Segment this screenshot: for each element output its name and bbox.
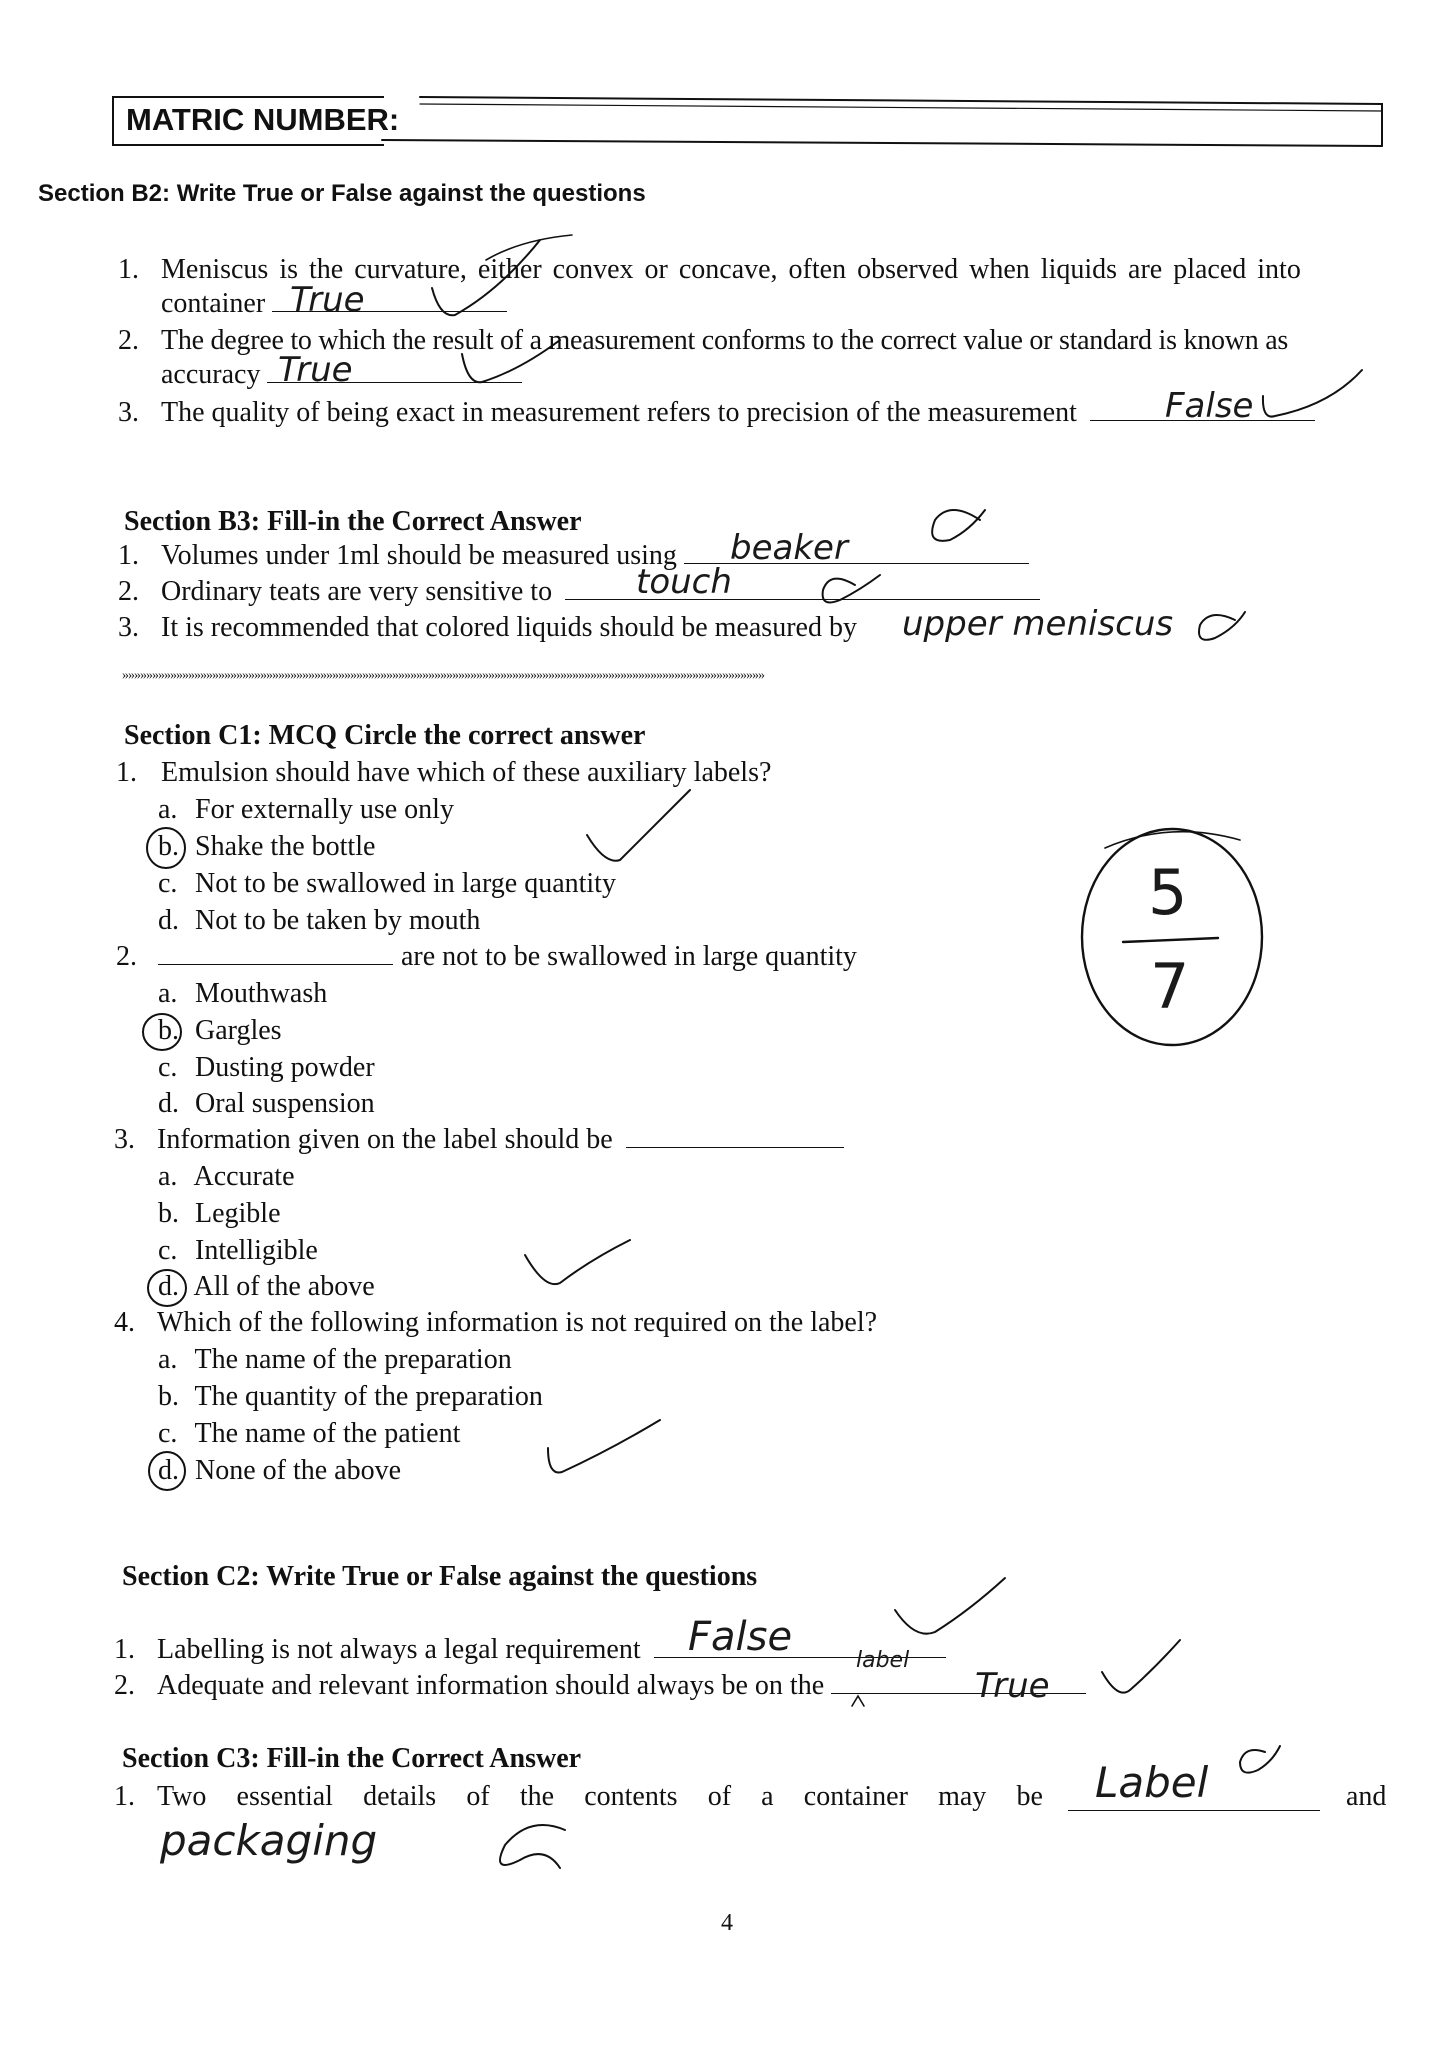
- fraction-bar: [1123, 938, 1218, 942]
- b2-q2-text: The degree to which the result of a measurement conforms to the correct value or standard is known as: [161, 325, 1289, 356]
- matric-box-outline: [420, 97, 1382, 146]
- b2-q1-answer: True: [290, 280, 365, 320]
- tick-icon: [432, 240, 540, 315]
- c3-q1-and: and: [1346, 1781, 1387, 1812]
- matric-box-bottom: [382, 140, 1382, 146]
- b2-q3-number: 3.: [118, 397, 139, 428]
- tick-icon: [1263, 370, 1362, 417]
- section-c3-title: Section C3: Fill-in the Correct Answer: [122, 1743, 582, 1774]
- c1-q2-option-b: b. Gargles: [158, 1015, 282, 1046]
- c1-q3-number: 3.: [114, 1124, 135, 1155]
- c1-q4-option-b: b. The quantity of the preparation: [158, 1381, 543, 1412]
- c1-q1-number: 1.: [116, 757, 137, 788]
- page-number: 4: [721, 1910, 733, 1936]
- c3-q1-number: 1.: [114, 1781, 135, 1812]
- tick-icon: [1102, 1640, 1180, 1693]
- c2-q1-text: Labelling is not always a legal requirement: [157, 1634, 641, 1665]
- c1-q4-option-d: d. None of the above: [158, 1455, 402, 1486]
- b3-q1-text: Volumes under 1ml should be measured using: [161, 540, 677, 571]
- b2-q2-text-cont: accuracy: [161, 359, 261, 390]
- b2-q2-answer: True: [278, 350, 353, 390]
- c1-q1-option-b: b. Shake the bottle: [158, 831, 376, 862]
- section-c1-title: Section C1: MCQ Circle the correct answer: [124, 720, 646, 751]
- c1-q1-text: Emulsion should have which of these auxiliary labels?: [161, 757, 772, 788]
- score-circle: [1082, 829, 1262, 1045]
- c3-q1-words: Two essential details of the contents of a container may be: [157, 1781, 1043, 1812]
- section-b3-title: Section B3: Fill-in the Correct Answer: [124, 506, 582, 537]
- c1-q1-option-d: d. Not to be taken by mouth: [158, 905, 481, 936]
- answer-circle: [143, 1014, 181, 1050]
- c3-q1-answer2: packaging: [160, 1816, 378, 1865]
- b3-q3-number: 3.: [118, 612, 139, 643]
- b3-q2-answer: touch: [636, 562, 732, 602]
- c1-q4-option-a: a. The name of the preparation: [158, 1344, 512, 1375]
- b2-q1-text: Meniscus is the curvature, either convex or concave, often observed when liquids are placed into: [161, 254, 1301, 285]
- c1-q3-option-d: d. All of the above: [158, 1271, 375, 1302]
- c2-q1-number: 1.: [114, 1634, 135, 1665]
- answer-circle: [148, 1270, 186, 1306]
- c1-q3-option-c: c. Intelligible: [158, 1235, 318, 1266]
- c1-q2-text: are not to be swallowed in large quantity: [401, 941, 857, 972]
- b3-q3-answer: upper meniscus: [902, 604, 1174, 644]
- score-numerator: 5: [1148, 856, 1188, 929]
- c1-q3-text: Information given on the label should be: [157, 1124, 613, 1155]
- b3-q2-number: 2.: [118, 576, 139, 607]
- c2-q2-answer: True: [975, 1666, 1050, 1706]
- answer-circle: [147, 828, 185, 868]
- c2-q2-insert: label: [856, 1648, 910, 1673]
- c1-q3-option-a: a. Accurate: [158, 1161, 295, 1192]
- tick-icon: [895, 1578, 1005, 1634]
- c2-q2-number: 2.: [114, 1670, 135, 1701]
- matric-number-label: MATRIC NUMBER:: [126, 102, 400, 137]
- b3-q1-number: 1.: [118, 540, 139, 571]
- answer-circle: [149, 1452, 185, 1490]
- c3-q1-answer1: Label: [1095, 1758, 1209, 1807]
- b2-q2-number: 2.: [118, 325, 139, 356]
- b3-q3-text: It is recommended that colored liquids should be measured by: [161, 612, 857, 643]
- grader-stroke: [486, 235, 572, 260]
- cross-icon: [823, 575, 880, 602]
- b2-q1-number: 1.: [118, 254, 139, 285]
- c2-q1-answer: False: [688, 1614, 793, 1660]
- c1-q2-option-a: a. Mouthwash: [158, 978, 328, 1009]
- tick-icon: [462, 340, 560, 382]
- b3-q1-answer: beaker: [730, 528, 848, 568]
- b2-q1-text-cont: container: [161, 288, 266, 319]
- c1-q1-option-a: a. For externally use only: [158, 794, 454, 825]
- c1-q2-option-d: d. Oral suspension: [158, 1088, 375, 1119]
- cross-icon: [1199, 612, 1245, 640]
- cross-icon: [1240, 1746, 1280, 1773]
- section-b2-title: Section B2: Write True or False against the questions: [38, 180, 646, 207]
- score-denominator: 7: [1150, 950, 1190, 1023]
- c1-q1-option-c: c. Not to be swallowed in large quantity: [158, 868, 616, 899]
- b3-q2-text: Ordinary teats are very sensitive to: [161, 576, 553, 607]
- matric-box-inner: [420, 104, 1382, 111]
- tick-icon: [587, 790, 690, 861]
- section-divider: »»»»»»»»»»»»»»»»»»»»»»»»»»»»»»»»»»»»»»»»»»»»»»»»»»»»»»»»»»»»»»»»»»»»»»»»»»»»»»»»»»»»»»»»»»»»»»»»»»»»»»»»»»»: [122, 668, 764, 683]
- c1-q2-option-c: c. Dusting powder: [158, 1052, 375, 1083]
- section-c2-title: Section C2: Write True or False against the questions: [122, 1561, 758, 1592]
- cross-icon: [932, 510, 985, 541]
- c1-q4-option-c: c. The name of the patient: [158, 1418, 461, 1449]
- c1-q4-text: Which of the following information is not required on the label?: [157, 1307, 878, 1338]
- caret-icon: [852, 1696, 864, 1706]
- b2-q3-answer: False: [1165, 386, 1254, 426]
- cross-icon: [500, 1825, 565, 1868]
- c1-q2-number: 2.: [116, 941, 137, 972]
- c1-q4-number: 4.: [114, 1307, 135, 1338]
- c2-q2-text: Adequate and relevant information should always be on the: [157, 1670, 825, 1701]
- tick-icon: [548, 1420, 660, 1473]
- tick-icon: [525, 1240, 630, 1284]
- b2-q3-text: The quality of being exact in measurement refers to precision of the measurement: [161, 397, 1077, 428]
- c1-q3-option-b: b. Legible: [158, 1198, 281, 1229]
